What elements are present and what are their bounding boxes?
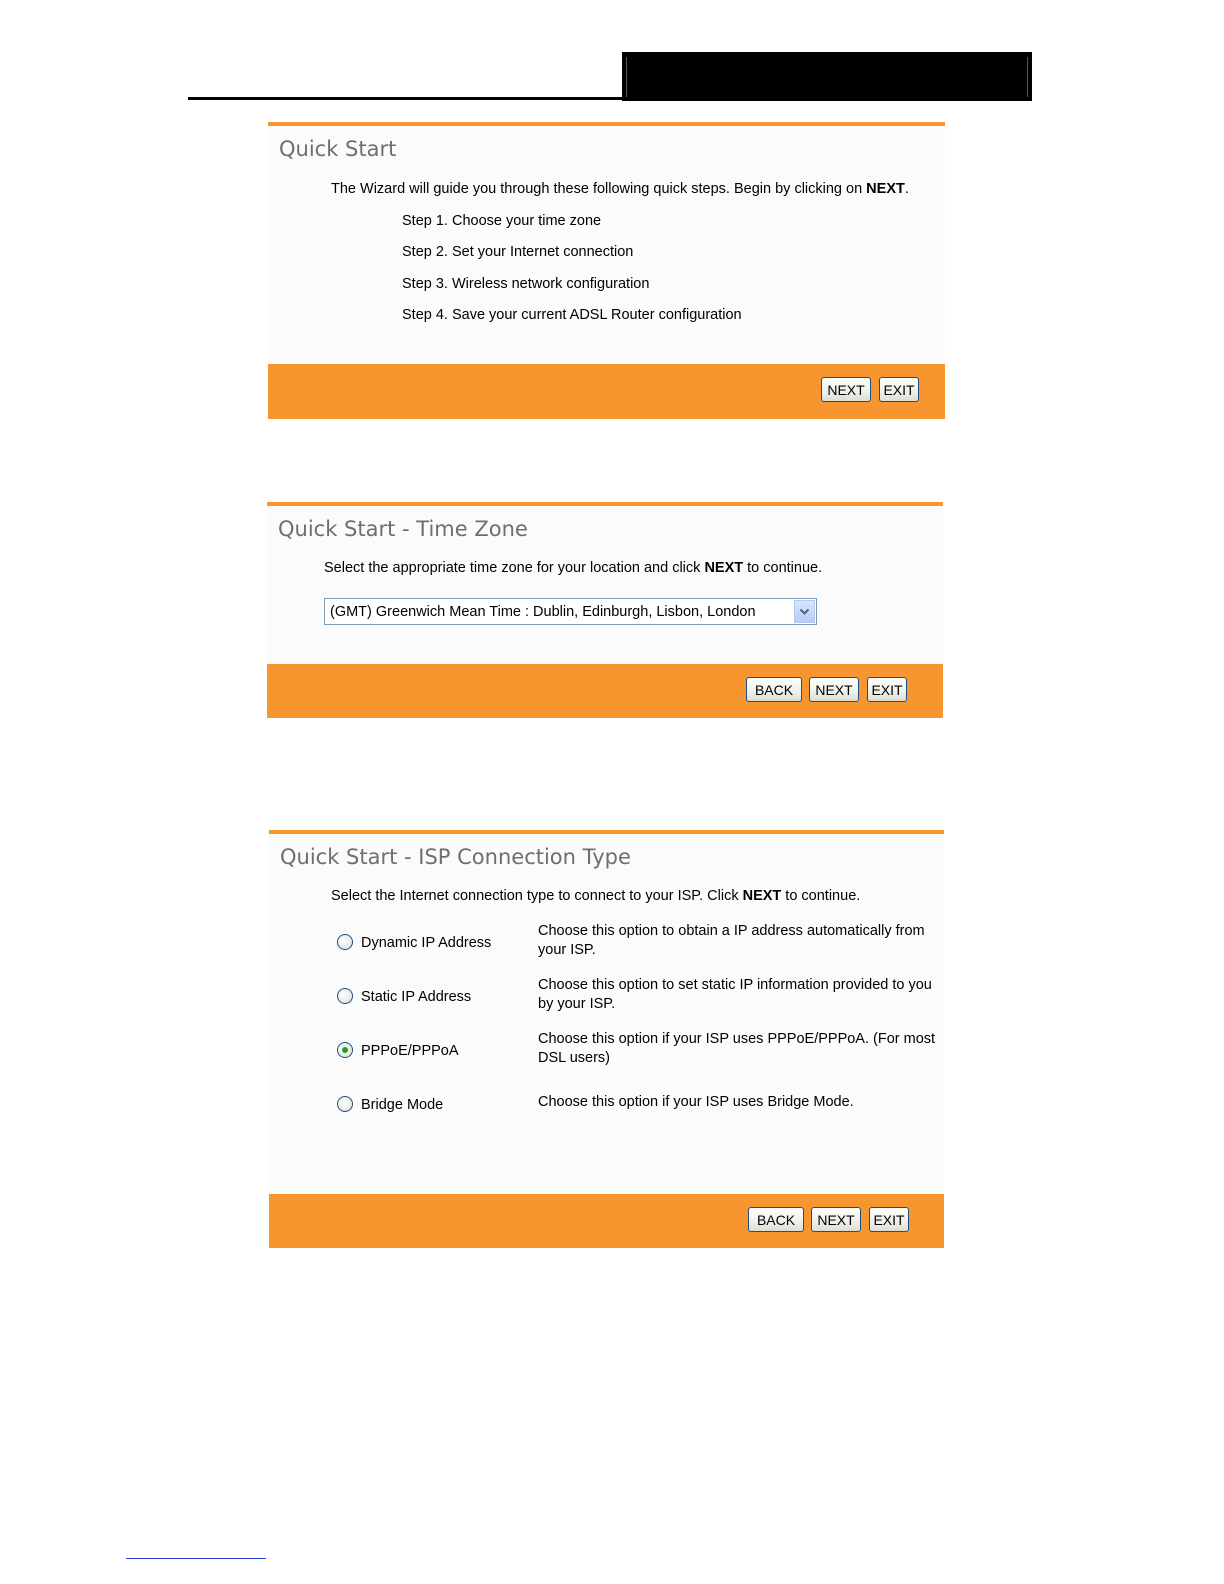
intro-suffix: . bbox=[904, 181, 909, 197]
intro-bold: NEXT bbox=[742, 888, 782, 904]
step-item: Step 4. Save your current ADSL Router configuration bbox=[402, 307, 742, 323]
intro-bold: NEXT bbox=[704, 560, 744, 576]
isp-connection-panel bbox=[269, 830, 944, 1248]
footnote-rule bbox=[126, 1558, 266, 1559]
page-title: Quick Start bbox=[279, 137, 397, 161]
step-item: Step 1. Choose your time zone bbox=[402, 213, 602, 229]
option-label[interactable]: Dynamic IP Address bbox=[361, 935, 492, 951]
page-header-block-inner bbox=[626, 57, 1028, 97]
next-button[interactable]: NEXT bbox=[811, 1207, 861, 1232]
intro-prefix: Select the Internet connection type to connect to your ISP. Click bbox=[331, 888, 743, 904]
exit-button[interactable]: EXIT bbox=[867, 677, 907, 702]
panel-footer bbox=[269, 1194, 944, 1248]
intro-text bbox=[331, 888, 860, 904]
radio-bridge-mode[interactable] bbox=[337, 1096, 353, 1112]
page-title: Quick Start - Time Zone bbox=[278, 517, 528, 541]
intro-suffix: to continue. bbox=[781, 888, 861, 904]
option-label[interactable]: Bridge Mode bbox=[361, 1097, 444, 1113]
option-description: Choose this option if your ISP uses Bridge Mode. bbox=[538, 1094, 854, 1110]
chevron-down-icon[interactable] bbox=[794, 600, 815, 623]
panel-footer bbox=[268, 364, 945, 419]
timezone-select[interactable] bbox=[324, 598, 817, 625]
intro-text bbox=[331, 181, 909, 197]
time-zone-panel bbox=[267, 502, 943, 718]
timezone-selected-value: (GMT) Greenwich Mean Time : Dublin, Edinburgh, Lisbon, London bbox=[330, 603, 756, 620]
intro-bold: NEXT bbox=[866, 181, 905, 197]
back-button[interactable]: BACK bbox=[746, 677, 802, 702]
page-title: Quick Start - ISP Connection Type bbox=[280, 845, 631, 869]
option-label[interactable]: Static IP Address bbox=[361, 989, 472, 1005]
step-item: Step 3. Wireless network configuration bbox=[402, 276, 650, 292]
step-item: Step 2. Set your Internet connection bbox=[402, 244, 634, 260]
intro-prefix: The Wizard will guide you through these following quick steps. Begin by clicking on bbox=[331, 181, 867, 197]
back-button[interactable]: BACK bbox=[748, 1207, 804, 1232]
intro-suffix: to continue. bbox=[743, 560, 823, 576]
option-description: Choose this option to set static IP information provided to you by your ISP. bbox=[538, 977, 932, 1012]
panel-footer bbox=[267, 664, 943, 718]
exit-button[interactable]: EXIT bbox=[879, 377, 919, 402]
exit-button[interactable]: EXIT bbox=[869, 1207, 909, 1232]
option-label[interactable]: PPPoE/PPPoA bbox=[361, 1043, 459, 1059]
radio-pppoe-pppoa[interactable] bbox=[337, 1042, 353, 1058]
radio-static-ip[interactable] bbox=[337, 988, 353, 1004]
intro-prefix: Select the appropriate time zone for your location and click bbox=[324, 560, 705, 576]
next-button[interactable]: NEXT bbox=[809, 677, 859, 702]
quick-start-panel bbox=[268, 122, 945, 419]
next-button[interactable]: NEXT bbox=[821, 377, 871, 402]
radio-dynamic-ip[interactable] bbox=[337, 934, 353, 950]
page-header-rule bbox=[188, 97, 624, 100]
option-description: Choose this option if your ISP uses PPPoE/PPPoA. (For most DSL users) bbox=[538, 1031, 936, 1066]
option-description: Choose this option to obtain a IP address automatically from your ISP. bbox=[538, 923, 925, 958]
intro-text bbox=[324, 560, 822, 576]
